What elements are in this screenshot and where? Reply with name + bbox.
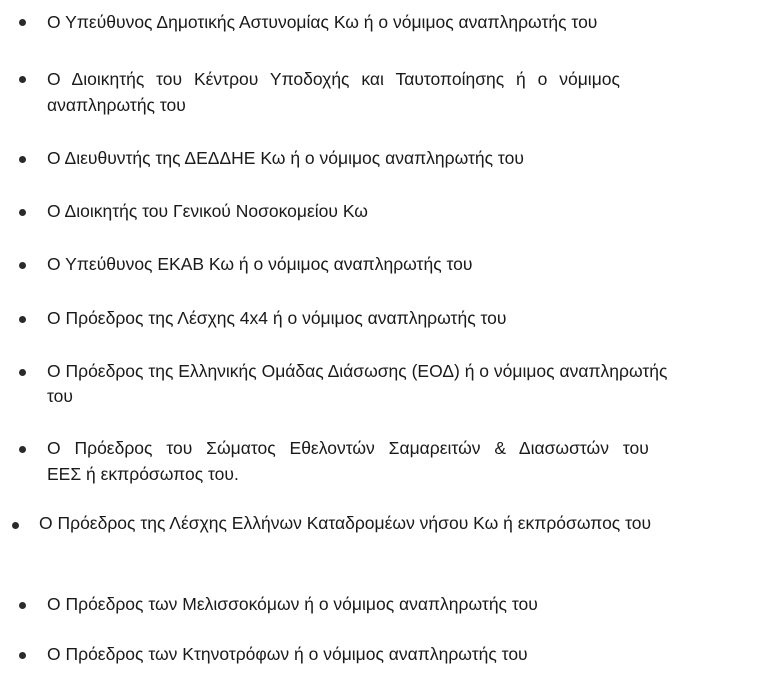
bullet-icon bbox=[19, 369, 26, 376]
list-item-text: Ο Διοικητής του Γενικού Νοσοκομείου Κω bbox=[47, 201, 368, 221]
list-item-text-line2: ΕΕΣ ή εκπρόσωπος του. bbox=[47, 464, 239, 484]
list-item-text-line1: Ο Διοικητής του Κέντρου Υποδοχής και Ταυτοποίησης ή ο νόμιμος bbox=[47, 69, 620, 89]
list-item-text: Ο Υπεύθυνος Δημοτικής Αστυνομίας Κω ή ο νόμιμος αναπληρωτής του bbox=[47, 12, 598, 32]
list-item-text: Ο Διευθυντής της ΔΕΔΔΗΕ Κω ή ο νόμιμος αναπληρωτής του bbox=[47, 148, 524, 168]
list-item-text-line2: αναπληρωτής του bbox=[47, 95, 186, 115]
bullet-icon bbox=[12, 522, 19, 529]
list-item-text-line1: Ο Πρόεδρος του Σώματος Εθελοντών Σαμαρειτών & Διασωστών του bbox=[47, 438, 649, 458]
bullet-icon bbox=[19, 316, 26, 323]
bullet-icon bbox=[19, 262, 26, 269]
list-item-text-line2: του bbox=[47, 386, 73, 406]
list-item-text: Ο Πρόεδρος των Μελισσοκόμων ή ο νόμιμος αναπληρωτής του bbox=[47, 594, 538, 614]
list-item-text: Ο Πρόεδρος των Κτηνοτρόφων ή ο νόμιμος αναπληρωτής του bbox=[47, 644, 528, 664]
list-item-text: Ο Υπεύθυνος ΕΚΑΒ Κω ή ο νόμιμος αναπληρωτής του bbox=[47, 254, 473, 274]
list-item-text: Ο Πρόεδρος της Λέσχης Ελλήνων Καταδρομέων νήσου Κω ή εκπρόσωπος του bbox=[39, 513, 652, 533]
bullet-icon bbox=[19, 602, 26, 609]
list-item-text-line1: Ο Πρόεδρος της Ελληνικής Ομάδας Διάσωσης (ΕΟΔ) ή ο νόμιμος αναπληρωτής bbox=[47, 361, 668, 381]
list-item-text: Ο Πρόεδρος της Λέσχης 4x4 ή ο νόμιμος αναπληρωτής του bbox=[47, 308, 507, 328]
bullet-icon bbox=[19, 156, 26, 163]
bullet-icon bbox=[19, 446, 26, 453]
bullet-icon bbox=[19, 209, 26, 216]
bullet-icon bbox=[19, 76, 26, 83]
bullet-icon bbox=[19, 19, 26, 26]
bullet-icon bbox=[19, 652, 26, 659]
